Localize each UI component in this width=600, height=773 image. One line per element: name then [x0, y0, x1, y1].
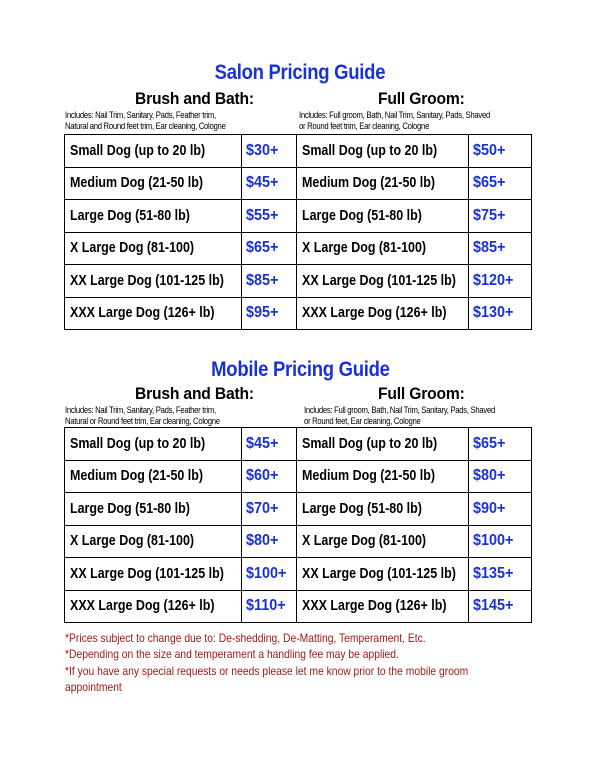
footnote-1: *Prices subject to change due to: De-shedding, De-Matting, Temperament, Etc. [65, 631, 426, 645]
mobile-title: Mobile Pricing Guide [210, 358, 390, 381]
table-row [65, 200, 532, 233]
groom-size-cell: Medium Dog (21-50 lb) [297, 460, 469, 493]
table-row [65, 460, 532, 493]
table-row [65, 590, 532, 623]
brush-price-cell: $95+ [242, 297, 297, 330]
brush-price-cell: $65+ [242, 232, 297, 265]
brush-size-cell: Small Dog (up to 20 lb) [65, 135, 242, 168]
brush-price-cell: $100+ [242, 558, 297, 591]
brush-size-cell: XX Large Dog (101-125 lb) [65, 265, 242, 298]
brush-price-cell: $45+ [242, 428, 297, 461]
table-row [65, 297, 532, 330]
groom-size-cell: XX Large Dog (101-125 lb) [297, 558, 469, 591]
groom-size-cell: Large Dog (51-80 lb) [297, 493, 469, 526]
groom-size-cell: Large Dog (51-80 lb) [297, 200, 469, 233]
salon-full-note: Includes: Full groom, Bath, Nail Trim, Sanitary, Pads, Shaved or Round feet trim, Ear cleaning, Cologne [299, 110, 491, 131]
groom-price-cell: $50+ [469, 135, 532, 168]
brush-price-cell: $45+ [242, 167, 297, 200]
mobile-full-heading: Full Groom: [378, 384, 465, 403]
table-row [65, 232, 532, 265]
table-row [65, 558, 532, 591]
table-row [65, 428, 532, 461]
brush-price-cell: $110+ [242, 590, 297, 623]
footnote-3: *If you have any special requests or needs please let me know prior to the mobile groom [65, 663, 469, 678]
groom-size-cell: XXX Large Dog (126+ lb) [297, 590, 469, 623]
groom-size-cell: XXX Large Dog (126+ lb) [297, 297, 469, 330]
mobile-brush-note: Includes: Nail Trim, Sanitary, Pads, Feather trim, Natural or Round feet trim, Ear cleaning, Cologne [65, 405, 220, 426]
groom-price-cell: $90+ [469, 493, 532, 526]
groom-size-cell: Small Dog (up to 20 lb) [297, 135, 469, 168]
groom-price-cell: $145+ [469, 590, 532, 623]
brush-price-cell: $80+ [242, 525, 297, 558]
brush-size-cell: XX Large Dog (101-125 lb) [65, 558, 242, 591]
table-row [65, 135, 532, 168]
footnote-2: *Depending on the size and temperament a handling fee may be applied. [65, 647, 399, 662]
brush-size-cell: XXX Large Dog (126+ lb) [65, 297, 242, 330]
mobile-full-note: Includes: Full groom, Bath, Nail Trim, Sanitary, Pads, Shaved or Round feet, Ear cleaning, Cologne [304, 405, 496, 426]
brush-size-cell: Medium Dog (21-50 lb) [65, 167, 242, 200]
groom-price-cell: $65+ [469, 428, 532, 461]
salon-brush-heading: Brush and Bath: [135, 89, 254, 108]
groom-price-cell: $80+ [469, 460, 532, 493]
footnote-4: appointment [65, 679, 122, 694]
groom-price-cell: $75+ [469, 200, 532, 233]
groom-price-cell: $85+ [469, 232, 532, 265]
brush-size-cell: Medium Dog (21-50 lb) [65, 460, 242, 493]
brush-price-cell: $60+ [242, 460, 297, 493]
groom-price-cell: $130+ [469, 297, 532, 330]
table-row [65, 525, 532, 558]
brush-size-cell: Large Dog (51-80 lb) [65, 200, 242, 233]
table-row [65, 265, 532, 298]
brush-price-cell: $85+ [242, 265, 297, 298]
groom-size-cell: Medium Dog (21-50 lb) [297, 167, 469, 200]
table-row [65, 493, 532, 526]
groom-size-cell: X Large Dog (81-100) [297, 232, 469, 265]
salon-title: Salon Pricing Guide [214, 61, 386, 84]
brush-size-cell: Large Dog (51-80 lb) [65, 493, 242, 526]
groom-size-cell: XX Large Dog (101-125 lb) [297, 265, 469, 298]
mobile-price-table [64, 427, 532, 623]
brush-size-cell: X Large Dog (81-100) [65, 525, 242, 558]
salon-full-heading: Full Groom: [378, 89, 465, 108]
salon-price-table [64, 134, 532, 330]
brush-price-cell: $30+ [242, 135, 297, 168]
footnotes [65, 630, 545, 695]
mobile-brush-heading: Brush and Bath: [135, 384, 254, 403]
groom-price-cell: $120+ [469, 265, 532, 298]
brush-size-cell: XXX Large Dog (126+ lb) [65, 590, 242, 623]
groom-price-cell: $135+ [469, 558, 532, 591]
brush-size-cell: Small Dog (up to 20 lb) [65, 428, 242, 461]
groom-size-cell: Small Dog (up to 20 lb) [297, 428, 469, 461]
groom-size-cell: X Large Dog (81-100) [297, 525, 469, 558]
brush-size-cell: X Large Dog (81-100) [65, 232, 242, 265]
brush-price-cell: $55+ [242, 200, 297, 233]
brush-price-cell: $70+ [242, 493, 297, 526]
groom-price-cell: $100+ [469, 525, 532, 558]
groom-price-cell: $65+ [469, 167, 532, 200]
table-row [65, 167, 532, 200]
salon-brush-note: Includes: Nail Trim, Sanitary, Pads, Feather trim, Natural and Round feet trim, Ear cleaning, Cologne [65, 110, 226, 131]
